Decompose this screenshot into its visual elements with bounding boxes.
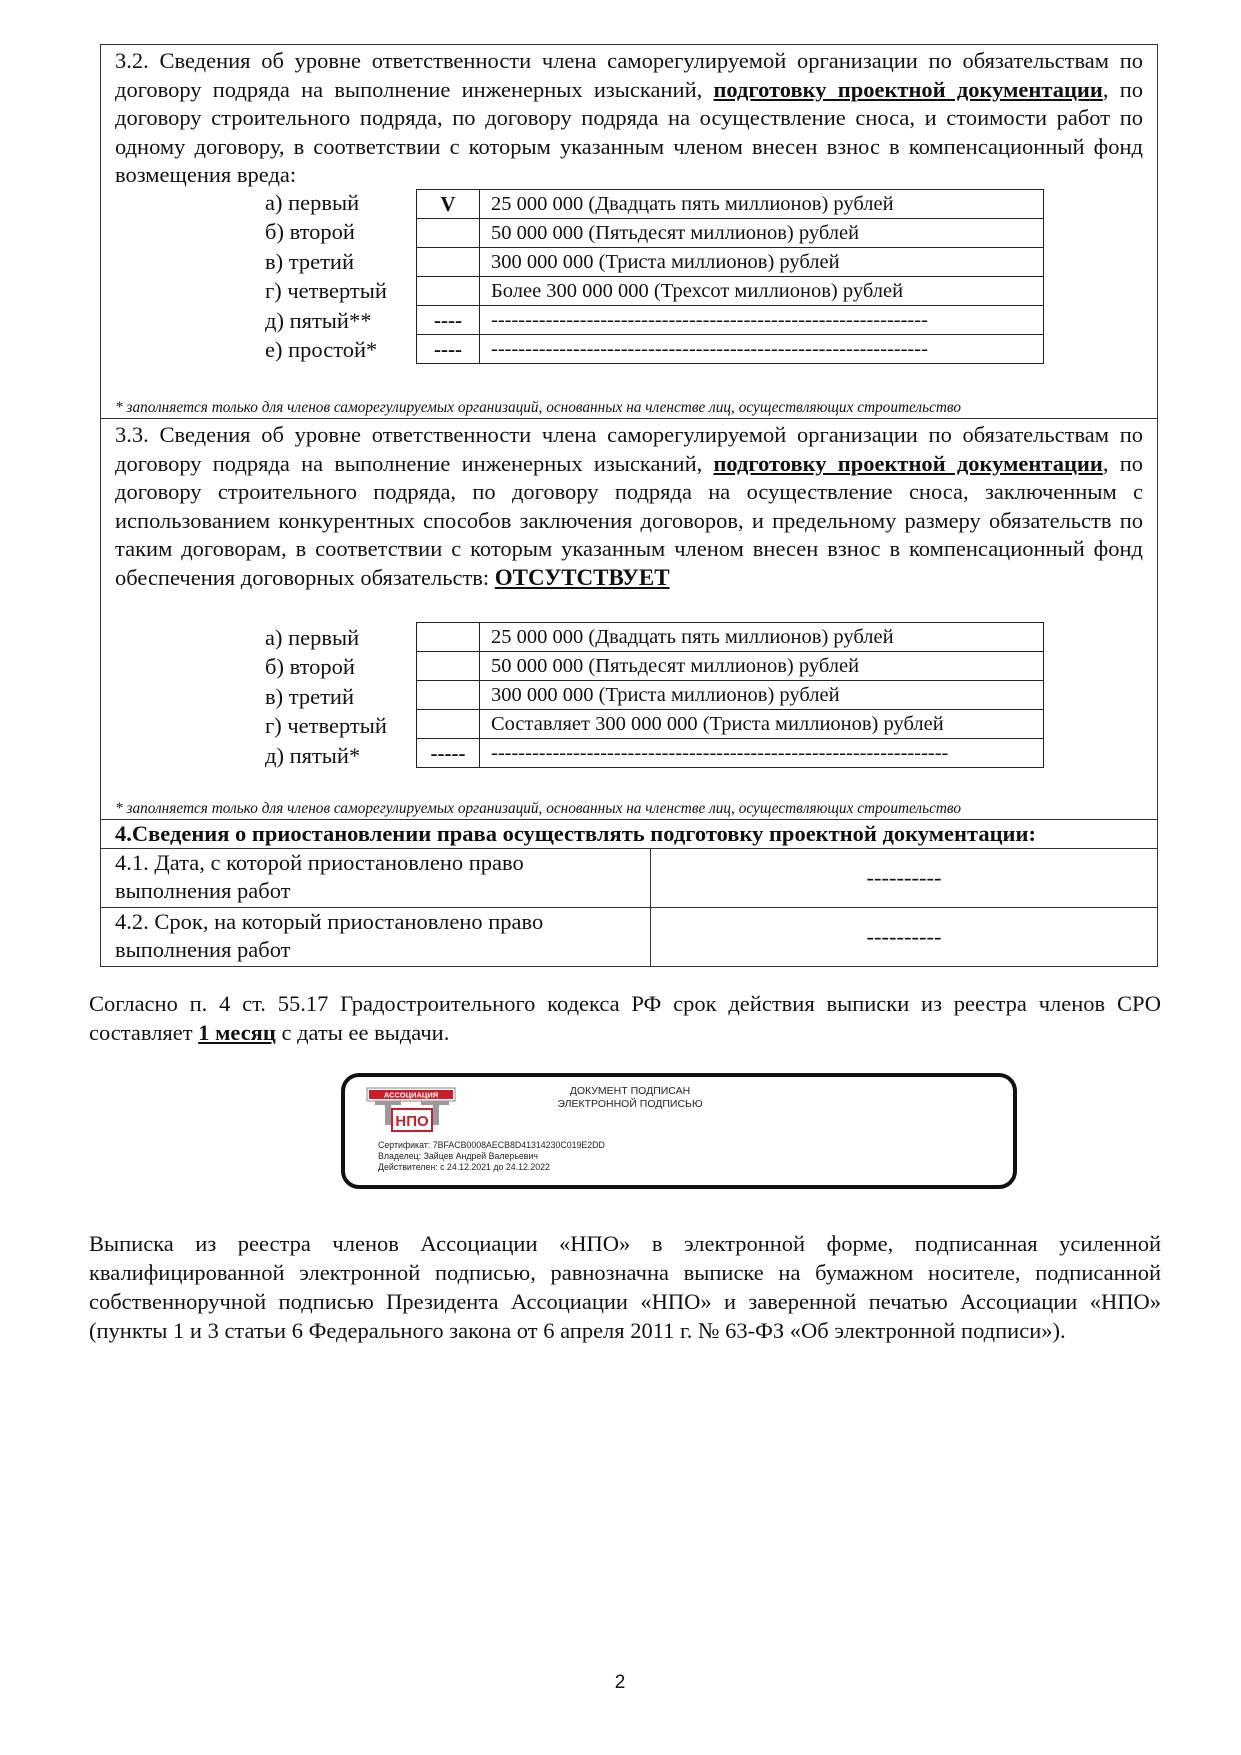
page-number: 2 (614, 1672, 626, 1693)
level-value: 50 000 000 (Пятьдесят миллионов) рублей (480, 652, 1044, 681)
level-mark (417, 219, 480, 248)
section-3-2 (101, 45, 1157, 418)
level-mark (417, 277, 480, 306)
svg-text:АССОЦИАЦИЯ: АССОЦИАЦИЯ (383, 1090, 439, 1100)
section-4-row (101, 848, 1157, 907)
level-value: Составляет 300 000 000 (Триста миллионов) рублей (480, 710, 1044, 739)
level-value: 300 000 000 (Триста миллионов) рублей (480, 248, 1044, 277)
table-row (417, 681, 1044, 710)
level-label-1: а) первый (265, 190, 360, 215)
section-4-1-label: 4.1. Дата, с которой приостановлено право выполнения работ (101, 849, 651, 907)
section-4-1-value: ---------- (866, 865, 942, 890)
level-value: 300 000 000 (Триста миллионов) рублей (480, 681, 1044, 710)
section-4-title: 4.Сведения о приостановлении права осуществлять подготовку проектной документации: (101, 819, 1157, 848)
certificate-validity: Действителен: с 24.12.2021 до 24.12.2022 (378, 1162, 550, 1172)
validity-term: 1 месяц (198, 1020, 276, 1045)
section-3-3-bold: подготовку проектной документации (713, 450, 1103, 476)
level-value: 25 000 000 (Двадцать пять миллионов) рублей (480, 190, 1044, 219)
level-mark: ---- (417, 335, 480, 364)
level-mark (417, 652, 480, 681)
level-label-4: г) четвертый (265, 713, 387, 738)
section-3-3-text-part1: 3.3. Сведения об уровне ответственности члена саморегулируемой организации по обязательствам по договору подряда на выполнение инженерных изысканий, (115, 422, 1143, 476)
section-4-2-value: ---------- (866, 924, 942, 949)
certificate-owner: Владелец: Зайцев Андрей Валерьевич (378, 1151, 538, 1161)
level-mark: ----- (417, 739, 480, 768)
table-row (417, 219, 1044, 248)
section-3-2-footnote: * заполняется только для членов саморегулируемых организаций, основанных на членстве лиц, осуществляющих строительство (115, 399, 961, 416)
signed-line-2: ЭЛЕКТРОННОЙ ПОДПИСЬЮ (557, 1098, 703, 1110)
section-3-3-level-grid (416, 622, 1044, 768)
level-label-5: д) пятый** (265, 307, 372, 333)
validity-paragraph (89, 989, 1161, 1047)
level-label-4: г) четвертый (265, 278, 387, 303)
table-row (417, 248, 1044, 277)
level-label-2: б) второй (265, 219, 355, 244)
table-row (417, 739, 1044, 768)
table-row (417, 710, 1044, 739)
level-value: ------------------------------------------------------------------- (480, 739, 1044, 768)
closing-paragraph: Выписка из реестра членов Ассоциации «НПО» в электронной форме, подписанная усиленной квалифицированной электронной подписью, равнозначна выписке на бумажном носителе, подписанной собственноручной подписью Президента Ассоциации «НПО» и заверенной печатью Ассоциации «НПО» (пункты 1 и 3 статьи 6 Федерального закона от 6 апреля 2011 г. № 63-ФЗ «Об электронной подписи»). (89, 1231, 1161, 1343)
section-3-2-text-part2: , по договору строительного подряда, по договору подряда на осуществление сноса, и стоимости работ по одному договору, в соответствии с которым указанным членом внесен взнос в компенсационный фонд возмещения вреда: (115, 76, 1143, 187)
signed-line-1: ДОКУМЕНТ ПОДПИСАН (569, 1085, 691, 1097)
section-3-3-status: ОТСУТСТВУЕТ (494, 564, 670, 590)
section-4-2-label: 4.2. Срок, на который приостановлено право выполнения работ (101, 908, 651, 966)
table-row (417, 190, 1044, 219)
section-3-3-text (115, 419, 1143, 592)
level-mark: V (417, 190, 480, 219)
level-label-2: б) второй (265, 654, 355, 679)
extract-table (100, 44, 1158, 967)
level-label-3: в) третий (265, 683, 355, 709)
npo-logo (365, 1085, 459, 1142)
level-mark (417, 248, 480, 277)
certificate-number: Сертификат: 7BFACB0008AECB8D41314230C019E2DD (378, 1140, 605, 1150)
section-3-2-bold: подготовку проектной документации (713, 76, 1103, 102)
section-3-2-level-grid (416, 189, 1044, 364)
level-mark: ---- (417, 306, 480, 335)
table-row (417, 306, 1044, 335)
validity-text-part1: Согласно п. 4 ст. 55.17 Градостроительного кодекса РФ срок действия выписки из реестра членов СРО составляет (89, 991, 1161, 1045)
e-signature-stamp (341, 1073, 1017, 1189)
table-row (417, 335, 1044, 364)
level-value: ---------------------------------------------------------------- (480, 335, 1044, 364)
level-mark (417, 681, 480, 710)
level-mark (417, 623, 480, 652)
level-mark (417, 710, 480, 739)
level-value: Более 300 000 000 (Трехсот миллионов) рублей (480, 277, 1044, 306)
section-3-2-text (115, 45, 1143, 190)
section-3-2-text-part1: 3.2. Сведения об уровне ответственности члена саморегулируемой организации по обязательствам по договору подряда на выполнение инженерных изысканий, (115, 48, 1143, 102)
level-label-5: д) пятый* (265, 742, 361, 768)
level-label-3: в) третий (265, 248, 355, 274)
npo-logo-graphic (365, 1085, 459, 1137)
section-3-3-text-part2: , по договору строительного подряда, по договору подряда на осуществление сноса, заключенным с использованием конкурентных способов заключения договоров, и предельному размеру обязательств по таким договорам, в соответствии с которым указанным членом внесен взнос в компенсационный фонд обеспечения договорных обязательств: (115, 450, 1143, 590)
section-4-row (101, 907, 1157, 966)
table-row (417, 652, 1044, 681)
section-3-3 (101, 418, 1157, 819)
level-value: 25 000 000 (Двадцать пять миллионов) рублей (480, 623, 1044, 652)
validity-text-part2: с даты ее выдачи. (275, 1020, 450, 1045)
level-value: 50 000 000 (Пятьдесят миллионов) рублей (480, 219, 1044, 248)
table-row (417, 623, 1044, 652)
svg-text:НПО: НПО (395, 1113, 429, 1130)
level-label-6: е) простой* (265, 337, 378, 362)
section-3-3-footnote: * заполняется только для членов саморегулируемых организаций, основанных на членстве лиц, осуществляющих строительство (115, 800, 961, 817)
table-row (417, 277, 1044, 306)
signed-notice (505, 1085, 755, 1111)
level-label-1: а) первый (265, 625, 360, 650)
level-value: ---------------------------------------------------------------- (480, 306, 1044, 335)
